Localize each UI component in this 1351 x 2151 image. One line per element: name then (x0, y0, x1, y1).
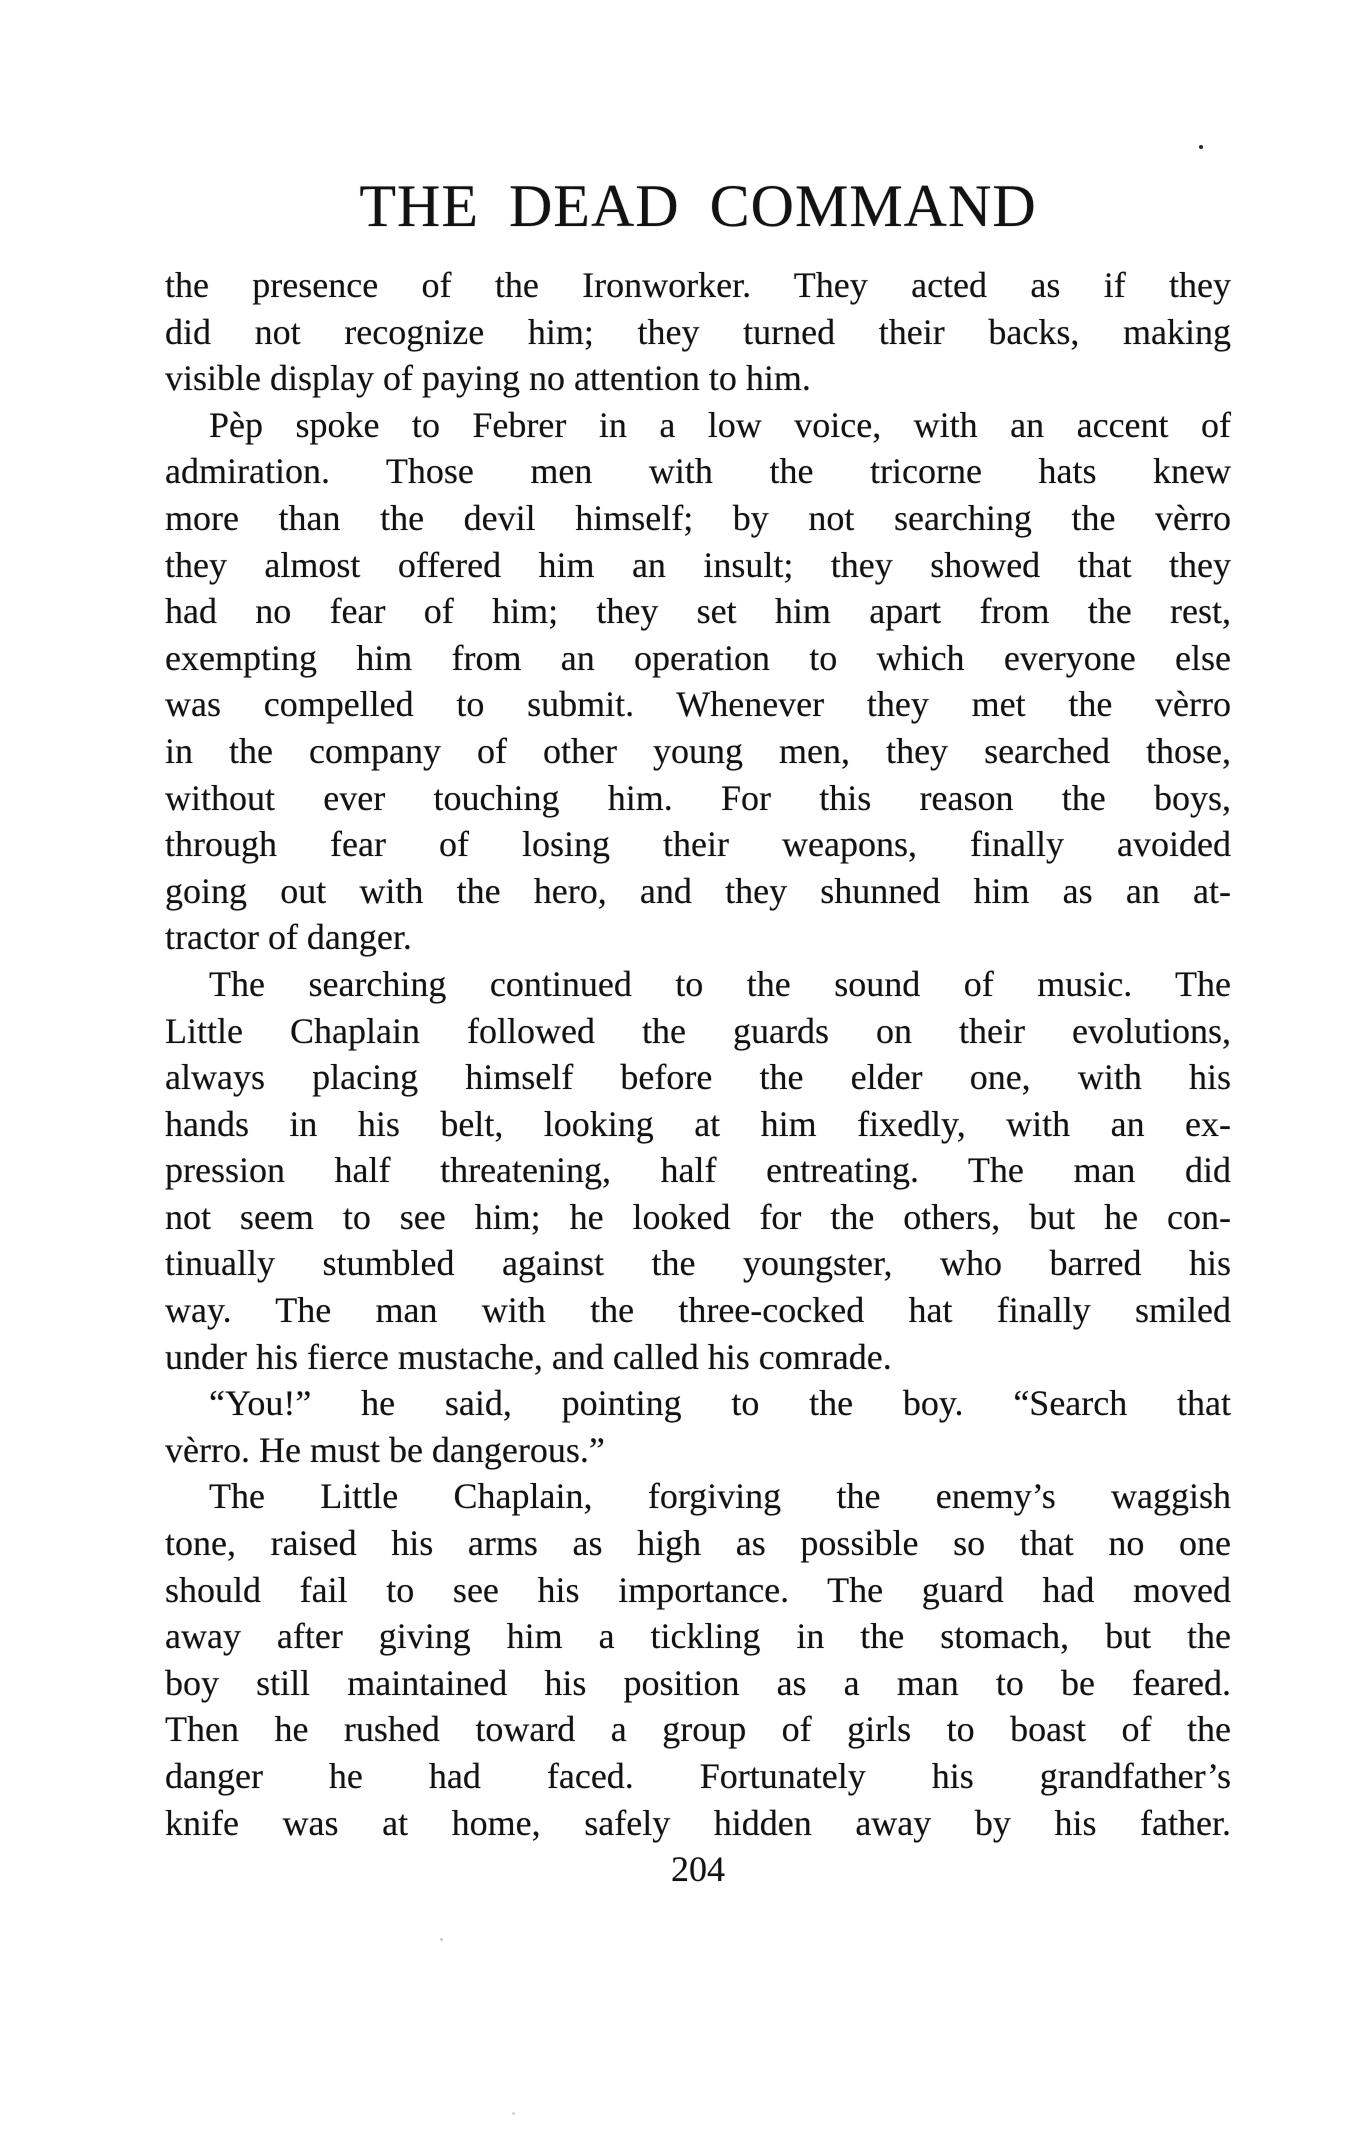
text-line: The searching continued to the sound of music. The (209, 963, 1231, 1004)
text-line: did not recognize him; they turned their backs, making (165, 311, 1231, 352)
ink-speck (512, 2112, 515, 2115)
text-line: way. The man with the three-cocked hat finally smiled (165, 1290, 1231, 1331)
text-line: hands in his belt, looking at him fixedly, with an ex- (165, 1103, 1231, 1144)
text-line: visible display of paying no attention to him. (165, 358, 811, 399)
paragraph (165, 402, 1231, 961)
text-line: through fear of losing their weapons, finally avoided (165, 824, 1231, 865)
text-line: tractor of danger. (165, 917, 412, 958)
paragraph (165, 1473, 1231, 1846)
ink-speck (440, 1938, 443, 1941)
text-line: had no fear of him; they set him apart from the rest, (165, 591, 1231, 632)
text-line: boy still maintained his position as a man to be feared. (165, 1662, 1231, 1703)
text-line: going out with the hero, and they shunned him as an at- (165, 870, 1231, 911)
text-line: not seem to see him; he looked for the others, but he con- (165, 1196, 1231, 1237)
text-line: under his fierce mustache, and called his comrade. (165, 1336, 892, 1377)
text-line: they almost offered him an insult; they showed that they (165, 544, 1231, 585)
paragraph (165, 1380, 1231, 1473)
text-line: pression half threatening, half entreating. The man did (165, 1150, 1231, 1191)
text-line: tone, raised his arms as high as possible so that no one (165, 1523, 1231, 1564)
text-line: Pèp spoke to Febrer in a low voice, with an accent of (209, 404, 1231, 445)
text-line: should fail to see his importance. The guard had moved (165, 1569, 1231, 1610)
text-line: away after giving him a tickling in the stomach, but the (165, 1616, 1231, 1657)
text-line: The Little Chaplain, forgiving the enemy’s waggish (209, 1476, 1231, 1517)
text-line: tinually stumbled against the youngster, who barred his (165, 1243, 1231, 1284)
text-line: was compelled to submit. Whenever they met the vèrro (165, 684, 1231, 725)
text-line: vèrro. He must be dangerous.” (165, 1429, 605, 1470)
text-line: exempting him from an operation to which everyone else (165, 637, 1231, 678)
page-title: THE DEAD COMMAND (359, 173, 1037, 239)
text-line: danger he had faced. Fortunately his grandfather’s (165, 1756, 1231, 1796)
page-number: 204 (671, 1849, 725, 1889)
text-line: in the company of other young men, they searched those, (165, 730, 1231, 771)
text-line: always placing himself before the elder one, with his (165, 1057, 1231, 1098)
text-line: “You!” he said, pointing to the boy. “Search that (209, 1383, 1231, 1424)
text-line: knife was at home, safely hidden away by his father. (165, 1802, 1231, 1843)
text-line: more than the devil himself; by not searching the vèrro (165, 497, 1231, 538)
text-line: without ever touching him. For this reason the boys, (165, 777, 1231, 818)
paragraph (165, 961, 1231, 1380)
text-line: Little Chaplain followed the guards on their evolutions, (165, 1010, 1231, 1051)
text-line: Then he rushed toward a group of girls to boast of the (165, 1709, 1231, 1750)
text-line: the presence of the Ironworker. They acted as if they (165, 265, 1231, 305)
text-line: admiration. Those men with the tricorne hats knew (165, 451, 1231, 492)
page-text (165, 262, 1231, 1846)
paragraph (165, 262, 1231, 402)
ink-speck (1199, 145, 1203, 149)
